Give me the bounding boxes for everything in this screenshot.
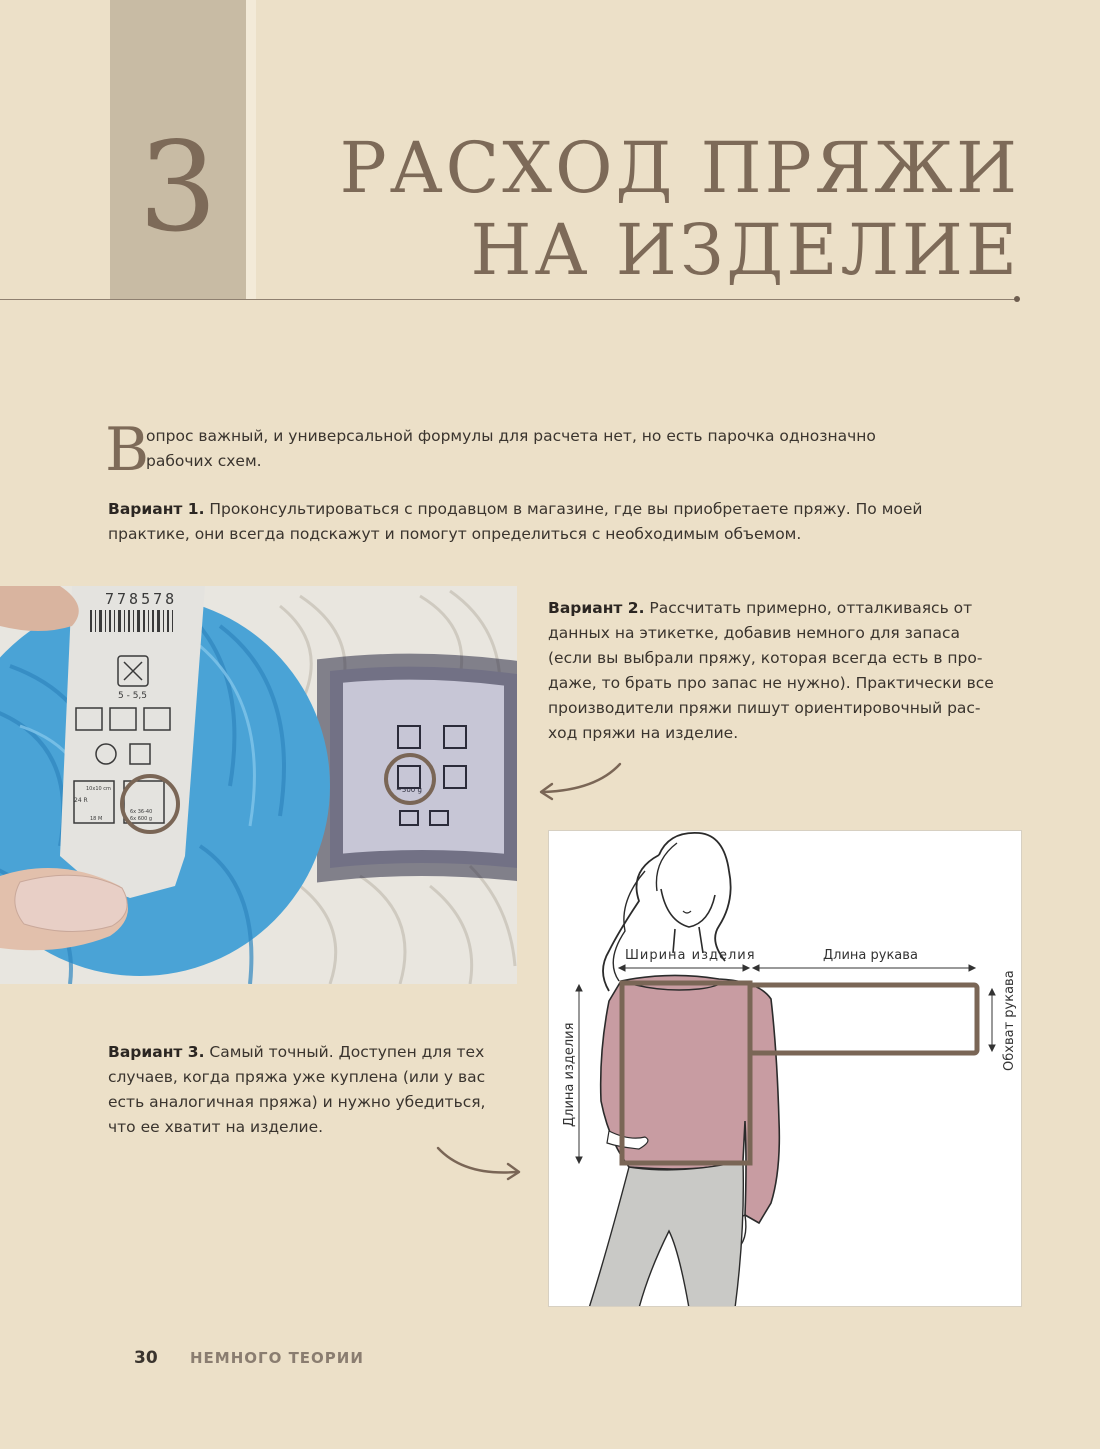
intro-line-2: рабочих схем. bbox=[146, 452, 262, 470]
section-title: НЕМНОГО ТЕОРИИ bbox=[190, 1349, 364, 1367]
variant1-line-2: практике, они всегда подскажут и помогут определиться с необходимым объемом. bbox=[108, 525, 802, 543]
measurement-diagram bbox=[548, 830, 1022, 1307]
chapter-number: 3 bbox=[138, 116, 218, 260]
variant3-paragraph bbox=[108, 1040, 528, 1140]
intro-line-1: опрос важный, и универсальной формулы для расчета нет, но есть парочка однозначно bbox=[146, 427, 876, 445]
photo-barcode-digits: 778578 bbox=[105, 590, 178, 608]
variant1-line-1: Проконсультироваться с продавцом в магазине, где вы приобретаете пряжу. По моей bbox=[204, 500, 923, 518]
variant2-line-3: (если вы выбрали пряжу, которая всегда есть в про- bbox=[548, 649, 983, 667]
diagram-sleeve-length-label: Длина рукава bbox=[823, 948, 918, 963]
variant3-label: Вариант 3. bbox=[108, 1043, 205, 1061]
intro-paragraph bbox=[146, 424, 966, 474]
variant2-line-6: ход пряжи на изделие. bbox=[548, 724, 739, 742]
variant3-line-2: случаев, когда пряжа уже куплена (или у вас bbox=[108, 1068, 486, 1086]
arrow-to-diagram bbox=[434, 1142, 526, 1184]
photo-label-weight: ~500 g bbox=[396, 786, 422, 794]
photo-gauge: 10x10 cm bbox=[86, 786, 111, 792]
page-number: 30 bbox=[134, 1348, 158, 1368]
variant2-line-4: даже, то брать про запас не нужно). Практически все bbox=[548, 674, 994, 692]
photo-rows: 24 R bbox=[74, 797, 88, 804]
header-rule-dot bbox=[1014, 296, 1020, 302]
chapter-title-line-1: РАСХОД ПРЯЖИ bbox=[339, 127, 1020, 209]
chapter-band-highlight bbox=[246, 0, 256, 300]
variant2-paragraph bbox=[548, 596, 1048, 746]
variant2-line-1: Рассчитать примерно, отталкиваясь от bbox=[644, 599, 973, 617]
variant2-label: Вариант 2. bbox=[548, 599, 645, 617]
variant2-line-5: производители пряжи пишут ориентировочный рас- bbox=[548, 699, 981, 717]
chapter-title-line-2: НА ИЗДЕЛИЕ bbox=[470, 209, 1020, 291]
yarn-label-photo bbox=[0, 586, 517, 984]
diagram-sleeve-girth-label: Обхват рукава bbox=[1002, 970, 1017, 1071]
photo-needle-size: 5 - 5,5 bbox=[118, 691, 148, 701]
photo-garment-size: 6x 36-40 bbox=[130, 809, 153, 815]
diagram-length-label: Длина изделия bbox=[562, 1022, 577, 1127]
variant2-line-2: данных на этикетке, добавив немного для запаса bbox=[548, 624, 960, 642]
header-rule bbox=[0, 299, 1016, 300]
variant1-label: Вариант 1. bbox=[108, 500, 205, 518]
diagram-width-label: Ширина изделия bbox=[625, 948, 756, 963]
variant3-line-1: Самый точный. Доступен для тех bbox=[204, 1043, 485, 1061]
variant3-line-3: есть аналогичная пряжа) и нужно убедиться, bbox=[108, 1093, 486, 1111]
arrow-to-photo bbox=[536, 760, 626, 806]
intro-dropcap: В bbox=[105, 415, 150, 485]
photo-meters: 18 M bbox=[90, 816, 103, 822]
variant1-paragraph bbox=[108, 497, 988, 547]
variant3-line-4: что ее хватит на изделие. bbox=[108, 1118, 324, 1136]
photo-garment-weight: 6x 600 g bbox=[130, 816, 153, 822]
